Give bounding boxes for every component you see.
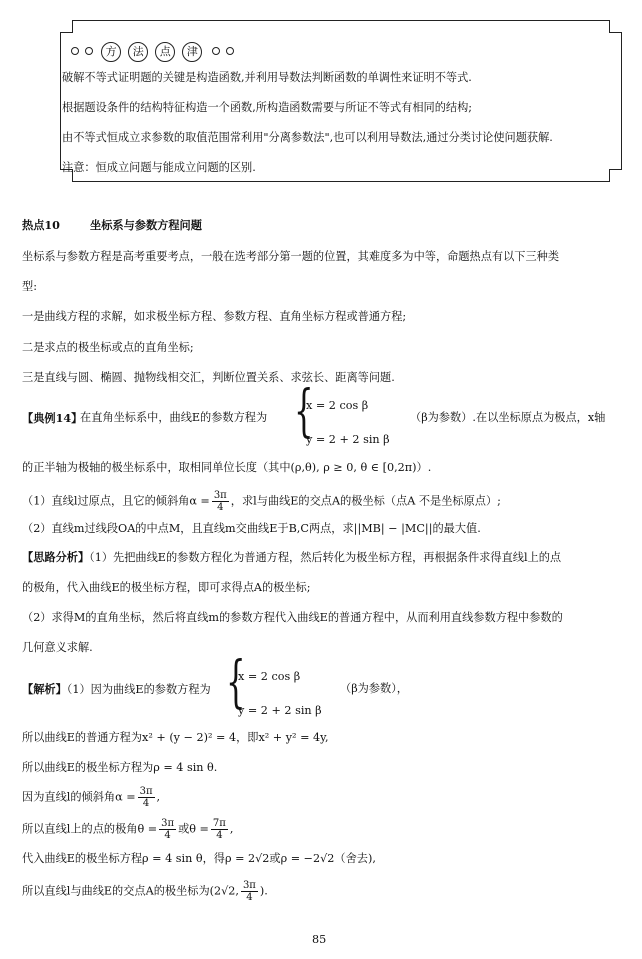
- box-corner: [609, 169, 622, 182]
- tip-line: 破解不等式证明题的关键是构造函数,并利用导数法判断函数的单调性来证明不等式.: [62, 71, 472, 84]
- analysis-tag: 【思路分析】: [22, 550, 90, 564]
- tip-line: 由不等式恒成立求参数的取值范围常利用"分离参数法",也可以利用导数法,通过分类讨论使问题获解.: [62, 131, 553, 144]
- frac-den: 4: [217, 502, 224, 513]
- intro-line: 坐标系与参数方程是高考重要考点，一般在选考部分第一题的位置，其难度多为中等，命题热点有以下三种类: [22, 250, 560, 263]
- badge-char: 法: [128, 42, 148, 62]
- intro-line: 二是求点的极坐标或点的直角坐标;: [22, 341, 194, 354]
- step-text: 所以直线l上的点的极角θ =: [22, 822, 158, 836]
- solution-step: 所以曲线E的极坐标方程为ρ = 4 sin θ.: [22, 761, 218, 774]
- solution-step: 代入曲线E的极坐标方程ρ = 4 sin θ，得ρ = 2√2或ρ = −2√2（舍去),: [22, 852, 376, 865]
- dot-icon: [226, 47, 234, 55]
- fraction: [138, 786, 155, 809]
- frac-num: 3π: [213, 490, 227, 501]
- step-text: ).: [259, 884, 268, 898]
- frac-den: 4: [246, 892, 253, 903]
- solution-text: （1）因为曲线E的参数方程为: [66, 683, 211, 696]
- question-1: [22, 490, 501, 513]
- tip-badge: [68, 40, 237, 62]
- solution-eq1: x = 2 cos β: [238, 670, 301, 683]
- badge-char: 方: [101, 42, 121, 62]
- badge-char: 点: [155, 42, 175, 62]
- frac-den: 4: [142, 798, 150, 809]
- example-tag: 【典例14】: [22, 411, 83, 425]
- frac-num: 7π: [212, 818, 226, 829]
- step-text: ,: [156, 790, 161, 804]
- intro-line: 三是直线与圆、椭圆、抛物线相交汇，判断位置关系、求弦长、距离等问题.: [22, 371, 395, 384]
- box-corner: [60, 20, 73, 33]
- solution-eq2: y = 2 + 2 sin β: [238, 704, 322, 717]
- step-text: 因为直线l的倾斜角α =: [22, 790, 136, 804]
- frac-num: 3π: [242, 880, 256, 891]
- dot-icon: [85, 47, 93, 55]
- solution-step: [22, 786, 160, 809]
- dot-icon: [212, 47, 220, 55]
- section-title: 坐标系与参数方程问题: [90, 218, 202, 232]
- tip-line: 根据题设条件的结构特征构造一个函数,所构造函数需要与所证不等式有相同的结构;: [62, 101, 473, 114]
- analysis-line: 几何意义求解.: [22, 641, 93, 654]
- step-text: 所以直线l与曲线E的交点A的极坐标为: [22, 884, 210, 898]
- frac-num: 3π: [161, 818, 175, 829]
- q1-text-b: ，求l与曲线E的交点A的极坐标（点A 不是坐标原点）;: [230, 494, 501, 508]
- badge-char: 津: [182, 42, 202, 62]
- step-text: (2√2,: [209, 884, 239, 898]
- fraction: [241, 880, 258, 903]
- page-number: 85: [312, 933, 327, 946]
- step-text: ,: [229, 822, 234, 836]
- left-brace: {: [226, 650, 246, 715]
- solution-step: 所以曲线E的普通方程为x² + (y − 2)² = 4，即x² + y² = 4y,: [22, 731, 329, 744]
- frac-num: 3π: [139, 786, 153, 797]
- left-brace: {: [294, 379, 314, 444]
- solution-step: [22, 818, 233, 841]
- example-param: （β为参数）.在以坐标原点为极点，x轴: [410, 411, 606, 424]
- analysis-text: （1）先把曲线E的参数方程化为普通方程，然后转化为极坐标方程，再根据条件求得直线l上的点: [89, 551, 562, 564]
- fraction: [211, 818, 228, 841]
- step-text: 或θ =: [178, 822, 209, 836]
- q1-text: （1）直线l过原点，且它的倾斜角α =: [22, 494, 210, 508]
- solution-step: [22, 880, 268, 903]
- frac-den: 4: [164, 830, 171, 841]
- frac-den: 4: [216, 830, 223, 841]
- solution-param: （β为参数），: [340, 682, 408, 695]
- fraction: [159, 818, 176, 841]
- intro-line: 型:: [22, 280, 37, 293]
- box-corner: [609, 20, 622, 33]
- solution-tag: 【解析】: [22, 682, 67, 696]
- example-eq2: y = 2 + 2 sin β: [306, 433, 390, 446]
- analysis-line: 的极角，代入曲线E的极坐标方程，即可求得点A的极坐标;: [22, 581, 311, 594]
- analysis-line: [22, 549, 561, 566]
- question-2: （2）直线m过线段OA的中点M，且直线m交曲线E于B,C两点，求||MB| − |MC||的最大值.: [22, 522, 481, 535]
- analysis-line: （2）求得M的直角坐标，然后将直线m的参数方程代入曲线E的普通方程中，从而利用直线参数方程中参数的: [22, 611, 563, 624]
- solution-lead: [22, 681, 211, 698]
- example-line2: 的正半轴为极轴的极坐标系中，取相同单位长度（其中(ρ,θ), ρ ≥ 0, θ ∈ [0,2π)）.: [22, 461, 432, 474]
- tip-line: 注意：恒成立问题与能成立问题的区别.: [62, 161, 256, 174]
- fraction: [212, 490, 229, 513]
- example-eq1: x = 2 cos β: [306, 399, 369, 412]
- example-lead: 在直角坐标系中，曲线E的参数方程为: [80, 411, 268, 424]
- section-number: 热点10: [22, 218, 60, 232]
- dot-icon: [71, 47, 79, 55]
- intro-line: 一是曲线方程的求解，如求极坐标方程、参数方程、直角坐标方程或普通方程;: [22, 310, 407, 323]
